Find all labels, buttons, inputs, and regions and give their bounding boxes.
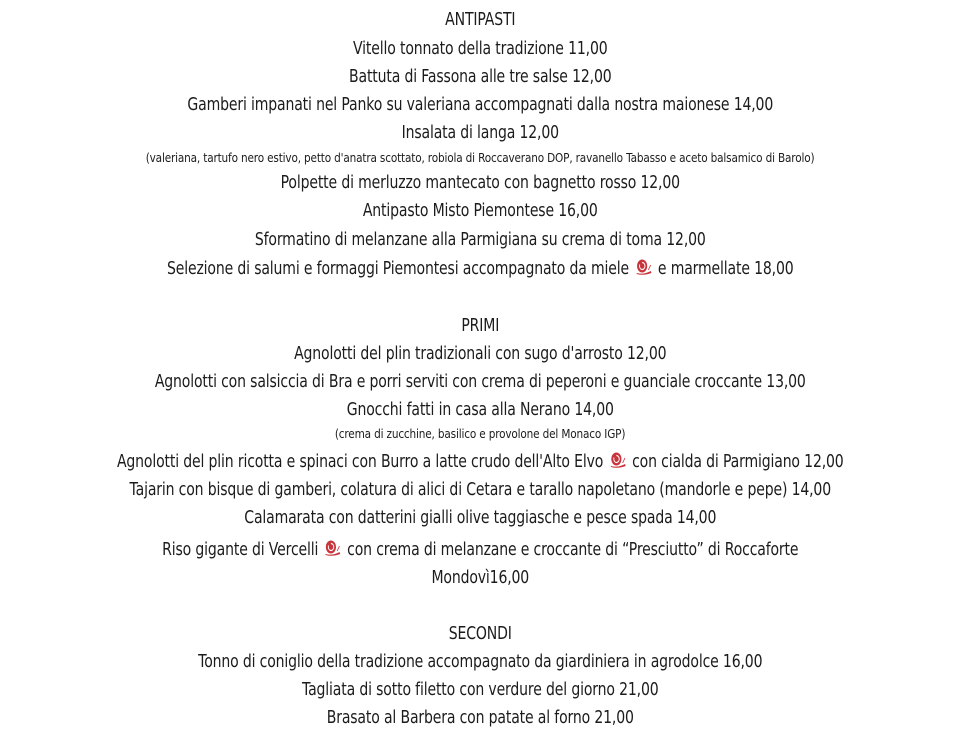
primi-heading: PRIMI bbox=[461, 315, 500, 336]
menu-item-note: (valeriana, tartufo nero estivo, petto d'anatra scottato, robiola di Roccaverano DOP, ravanello Tabasso e aceto balsamico di Barolo) bbox=[145, 150, 815, 165]
menu-item: Brasato al Barbera con patate al forno 21,00 bbox=[326, 707, 634, 728]
menu-item-note: (crema di zucchine, basilico e provolone del Monaco IGP) bbox=[334, 426, 626, 441]
menu-item: Tonno di coniglio della tradizione accompagnato da giardiniera in agrodolce 16,00 bbox=[198, 651, 763, 672]
menu-item bbox=[106, 450, 854, 474]
menu-item: Battuta di Fassona alle tre salse 12,00 bbox=[349, 66, 612, 87]
menu-item-text: con crema di melanzane e croccante di “Presciutto” di Roccaforte bbox=[347, 539, 799, 560]
menu-item: Vitello tonnato della tradizione 11,00 bbox=[353, 38, 608, 59]
menu-item: Tajarin con bisque di gamberi, colatura di alici di Cetara e tarallo napoletano (mandorle e pepe) 14,00 bbox=[129, 479, 831, 500]
menu-item-text: Agnolotti del plin ricotta e spinaci con Burro a latte crudo dell'Alto Elvo bbox=[116, 451, 604, 472]
menu-item: Gnocchi fatti in casa alla Nerano 14,00 bbox=[346, 399, 614, 420]
snail-icon bbox=[609, 451, 626, 469]
secondi-heading: SECONDI bbox=[448, 623, 512, 644]
menu-item: Antipasto Misto Piemontese 16,00 bbox=[362, 200, 598, 221]
snail-icon bbox=[635, 258, 652, 276]
menu-item: Sformatino di melanzane alla Parmigiana su crema di toma 12,00 bbox=[254, 229, 706, 250]
menu-item: Gamberi impanati nel Panko su valeriana accompagnati dalla nostra maionese 14,00 bbox=[187, 94, 774, 115]
menu-item: Mondovì16,00 bbox=[431, 567, 530, 588]
menu-item bbox=[106, 257, 854, 281]
menu-item: Agnolotti del plin tradizionali con sugo d'arrosto 12,00 bbox=[294, 343, 667, 364]
menu-item: Calamarata con datterini gialli olive taggiasche e pesce spada 14,00 bbox=[244, 507, 717, 528]
antipasti-heading: ANTIPASTI bbox=[445, 9, 516, 30]
menu-item bbox=[106, 538, 854, 562]
menu-item-text: con cialda di Parmigiano 12,00 bbox=[632, 451, 844, 472]
menu-item-text: Selezione di salumi e formaggi Piemontesi accompagnato da miele bbox=[167, 258, 630, 279]
menu-item-text: Riso gigante di Vercelli bbox=[162, 539, 319, 560]
menu-item: Polpette di merluzzo mantecato con bagnetto rosso 12,00 bbox=[280, 172, 680, 193]
menu-item: Tagliata di sotto filetto con verdure del giorno 21,00 bbox=[302, 679, 659, 700]
snail-icon bbox=[324, 539, 341, 557]
menu-item: Agnolotti con salsiccia di Bra e porri serviti con crema di peperoni e guanciale croccante 13,00 bbox=[154, 371, 806, 392]
menu-item: Insalata di langa 12,00 bbox=[401, 122, 559, 143]
menu-item-text: e marmellate 18,00 bbox=[657, 258, 794, 279]
